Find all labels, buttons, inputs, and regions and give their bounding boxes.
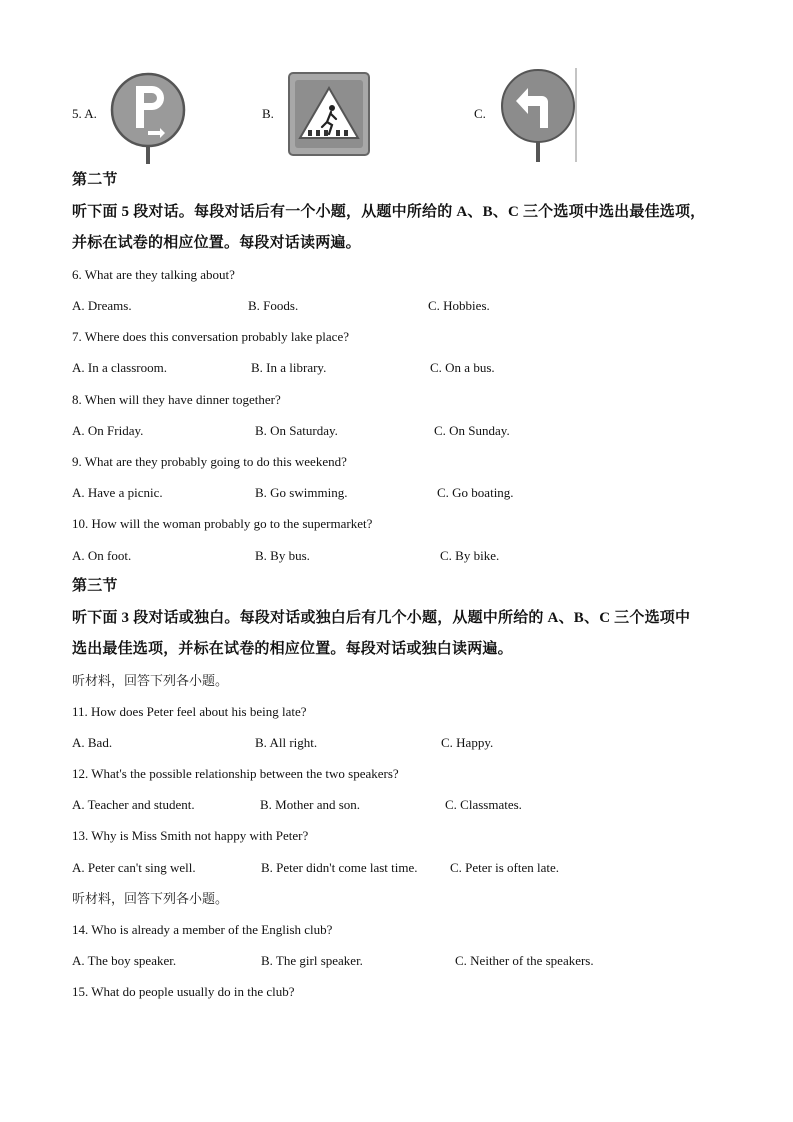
q5-label-b: B. xyxy=(262,106,274,121)
question-10: 10. How will the woman probably go to the supermarket? xyxy=(72,516,373,531)
q9-option-b: B. Go swimming. xyxy=(255,485,348,500)
q9-option-c: C. Go boating. xyxy=(437,485,514,500)
section3-heading: 第三节 xyxy=(72,578,118,594)
question-14: 14. Who is already a member of the English club? xyxy=(72,922,333,937)
q8-option-c: C. On Sunday. xyxy=(434,423,510,438)
question-9: 9. What are they probably going to do this weekend? xyxy=(72,454,347,469)
q10-option-a: A. On foot. xyxy=(72,548,132,563)
q12-option-b: B. Mother and son. xyxy=(260,797,361,812)
q12-option-a: A. Teacher and student. xyxy=(72,797,195,812)
q7-option-c: C. On a bus. xyxy=(430,360,495,375)
q9-option-a: A. Have a picnic. xyxy=(72,485,163,500)
q10-option-b: B. By bus. xyxy=(255,548,310,563)
question-12: 12. What's the possible relationship between the two speakers? xyxy=(72,766,399,781)
q12-option-c: C. Classmates. xyxy=(445,797,522,812)
q11-option-b: B. All right. xyxy=(255,735,318,750)
section3-instruction-2: 选出最佳选项，并标在试卷的相应位置。每段对话或独白读两遍。 xyxy=(72,641,513,657)
q5-label-c: C. xyxy=(474,106,486,121)
q14-option-c: C. Neither of the speakers. xyxy=(455,953,594,968)
question-8: 8. When will they have dinner together? xyxy=(72,392,281,407)
q13-option-c: C. Peter is often late. xyxy=(450,860,560,875)
q6-option-a: A. Dreams. xyxy=(72,298,132,313)
question-7: 7. Where does this conversation probably lake place? xyxy=(72,329,349,344)
q11-option-c: C. Happy. xyxy=(441,735,494,750)
left-turn-sign-icon xyxy=(498,68,580,162)
q8-option-b: B. On Saturday. xyxy=(255,423,338,438)
material-note-2: 听材料，回答下列各小题。 xyxy=(72,891,229,906)
q13-option-b: B. Peter didn't come last time. xyxy=(261,860,418,875)
q13-option-a: A. Peter can't sing well. xyxy=(72,860,196,875)
section3-instruction-1: 听下面 3 段对话或独白。每段对话或独白后有几个小题，从题中所给的 A、B、C 三个选项中 xyxy=(72,610,691,626)
q14-option-a: A. The boy speaker. xyxy=(72,953,177,968)
q14-option-b: B. The girl speaker. xyxy=(261,953,363,968)
q7-option-b: B. In a library. xyxy=(251,360,327,375)
section2-heading: 第二节 xyxy=(72,172,118,188)
section2-instruction-1: 听下面 5 段对话。每段对话后有一个小题，从题中所给的 A、B、C 三个选项中选出最佳选项， xyxy=(72,204,706,220)
q7-option-a: A. In a classroom. xyxy=(72,360,167,375)
q5-label-a: 5. A. xyxy=(72,106,97,121)
q8-option-a: A. On Friday. xyxy=(72,423,144,438)
q6-option-c: C. Hobbies. xyxy=(428,298,490,313)
pedestrian-crossing-sign-icon xyxy=(288,72,370,156)
question-13: 13. Why is Miss Smith not happy with Peter? xyxy=(72,828,309,843)
q11-option-a: A. Bad. xyxy=(72,735,113,750)
section2-instruction-2: 并标在试卷的相应位置。每段对话读两遍。 xyxy=(72,235,361,251)
material-note-1: 听材料，回答下列各小题。 xyxy=(72,673,229,688)
q10-option-c: C. By bike. xyxy=(440,548,500,563)
question-15: 15. What do people usually do in the club? xyxy=(72,984,295,999)
question-11: 11. How does Peter feel about his being late? xyxy=(72,704,307,719)
parking-sign-icon xyxy=(108,72,188,164)
question-6: 6. What are they talking about? xyxy=(72,267,235,282)
q6-option-b: B. Foods. xyxy=(248,298,299,313)
